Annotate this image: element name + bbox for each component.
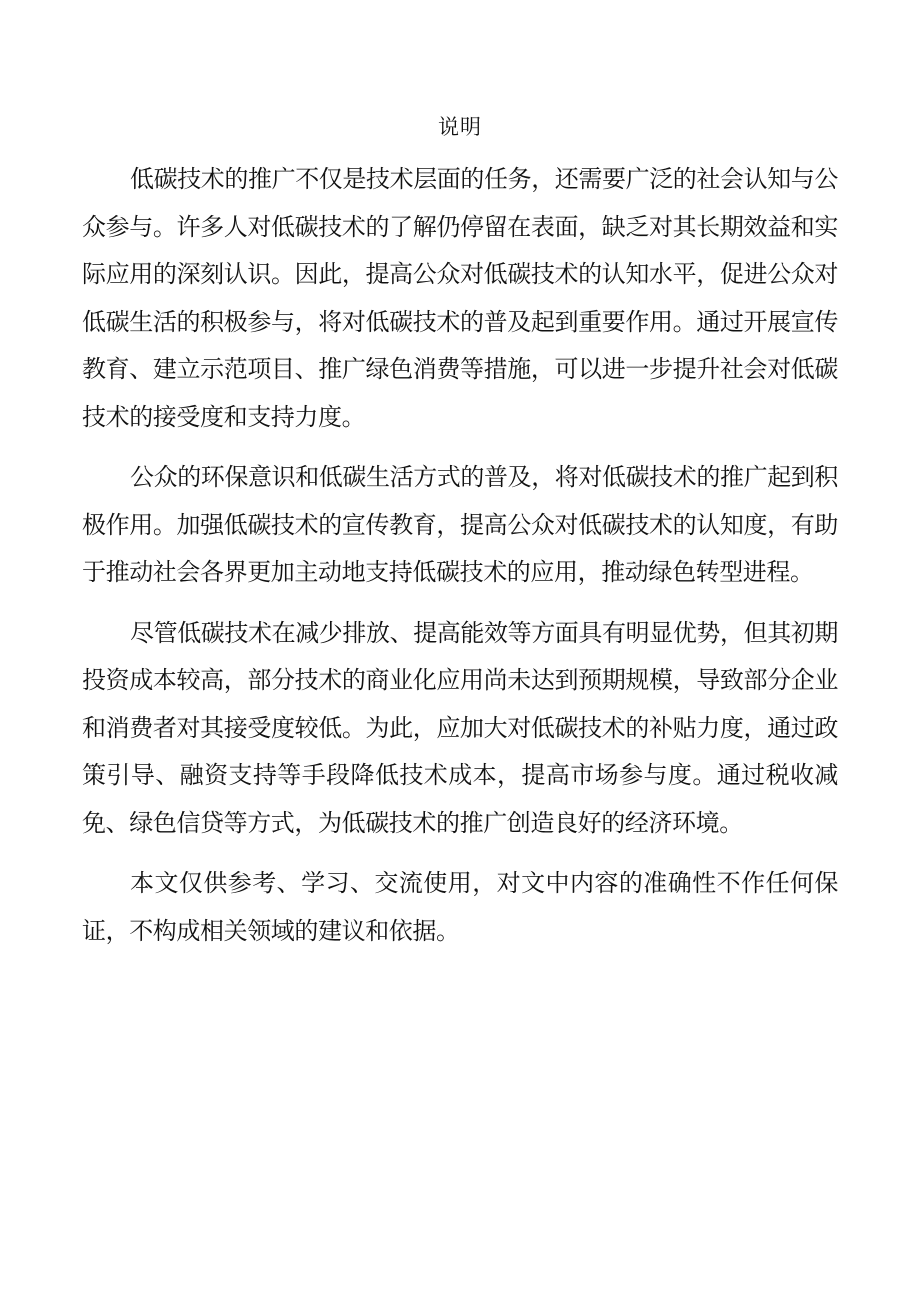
paragraph-3: 尽管低碳技术在减少排放、提高能效等方面具有明显优势，但其初期投资成本较高，部分技术的商业化应用尚未达到预期规模，导致部分企业和消费者对其接受度较低。为此，应加大对低碳技术的补贴力度，通过政策引导、融资支持等手段降低技术成本，提高市场参与度。通过税收减免、绿色信贷等方式，为低碳技术的推广创造良好的经济环境。: [82, 618, 838, 837]
paragraph-4: 本文仅供参考、学习、交流使用，对文中内容的准确性不作任何保证，不构成相关领域的建议和依据。: [82, 869, 838, 945]
document-title: 说明: [438, 115, 482, 139]
paragraph-1: 低碳技术的推广不仅是技术层面的任务，还需要广泛的社会认知与公众参与。许多人对低碳技术的了解仍停留在表面，缺乏对其长期效益和实际应用的深刻认识。因此，提高公众对低碳技术的认知水平，促进公众对低碳生活的积极参与，将对低碳技术的普及起到重要作用。通过开展宣传教育、建立示范项目、推广绿色消费等措施，可以进一步提升社会对低碳技术的接受度和支持力度。: [82, 165, 838, 431]
document-page: [82, 108, 838, 968]
paragraph-2: 公众的环保意识和低碳生活方式的普及，将对低碳技术的推广起到积极作用。加强低碳技术的宣传教育，提高公众对低碳技术的认知度，有助于推动社会各界更加主动地支持低碳技术的应用，推动绿色转型进程。: [82, 463, 838, 586]
